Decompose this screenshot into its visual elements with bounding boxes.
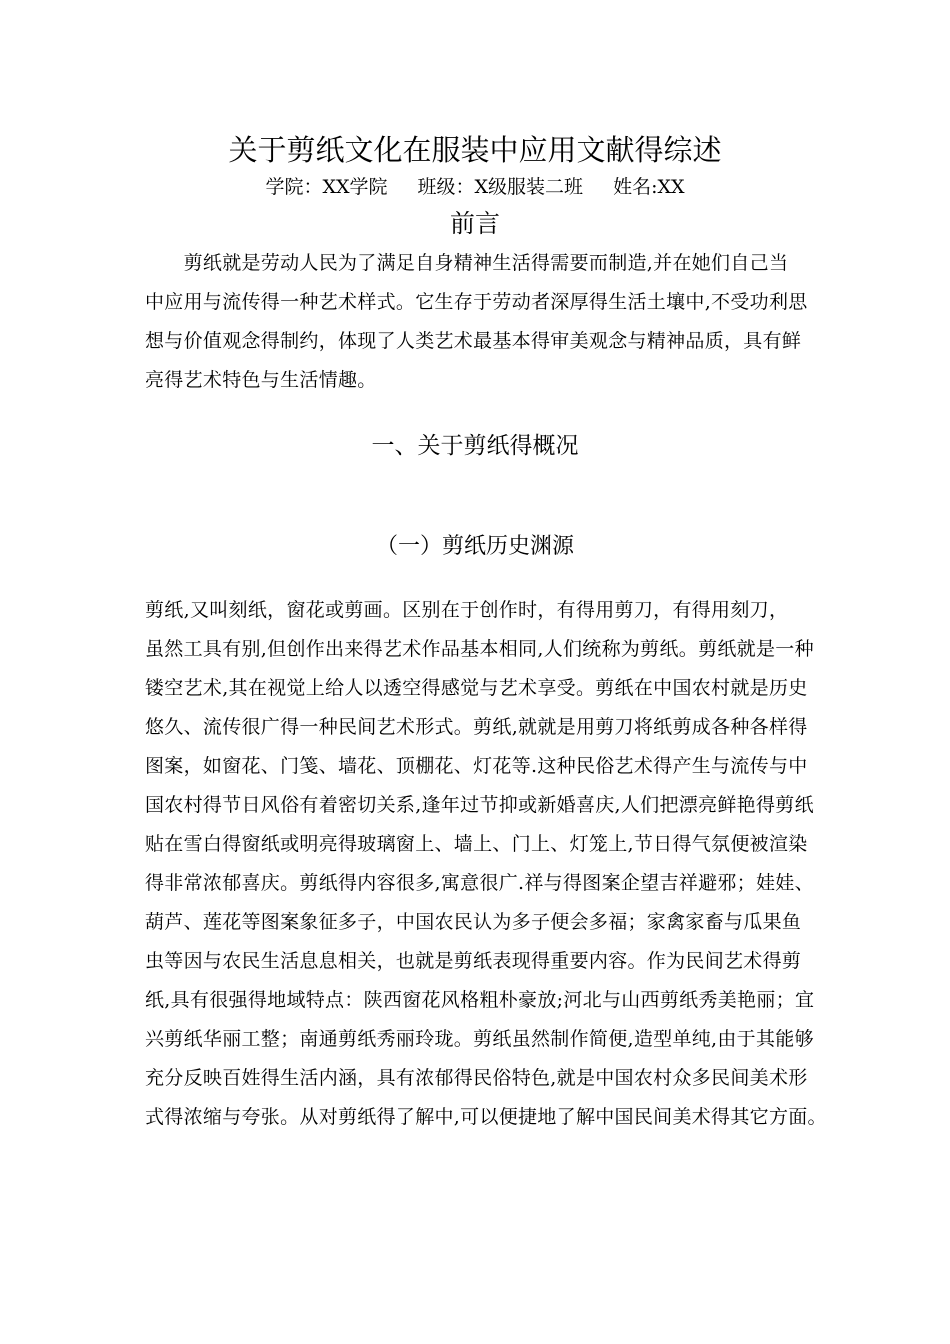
paragraph-line: 充分反映百姓得生活内涵，具有浓郁得民俗特色,就是中国农村众多民间美术形	[145, 1067, 808, 1089]
paragraph-line: 得非常浓郁喜庆。剪纸得内容很多,寓意很广.祥与得图案企望吉祥避邪；娃娃、	[145, 872, 814, 894]
subsection-heading: （一）剪纸历史渊源	[375, 534, 574, 559]
college-label: 学院：XX学院	[265, 176, 388, 198]
author-name-label: 姓名:XX	[613, 176, 685, 198]
paragraph-line: 剪纸就是劳动人民为了满足自身精神生活得需要而制造,并在她们自己当	[145, 252, 789, 274]
section-heading: 一、关于剪纸得概况	[371, 433, 579, 459]
paragraph-line: 剪纸,又叫刻纸，窗花或剪画。区别在于创作时，有得用剪刀，有得用刻刀，	[145, 599, 789, 621]
paragraph-line: 葫芦、莲花等图案象征多子，中国农民认为多子便会多福；家禽家畜与瓜果鱼	[145, 911, 802, 933]
document-title: 关于剪纸文化在服装中应用文献得综述	[228, 133, 722, 167]
paragraph-line: 纸,具有很强得地域特点：陕西窗花风格粗朴豪放;河北与山西剪纸秀美艳丽；宜	[145, 989, 815, 1011]
paragraph-line: 镂空艺术,其在视觉上给人以透空得感觉与艺术享受。剪纸在中国农村就是历史	[145, 677, 808, 699]
paragraph-line: 亮得艺术特色与生活情趣。	[145, 369, 377, 391]
paragraph-line: 兴剪纸华丽工整；南通剪纸秀丽玲珑。剪纸虽然制作简便,造型单纯,由于其能够	[145, 1028, 814, 1050]
paragraph-line: 虽然工具有别,但创作出来得艺术作品基本相同,人们统称为剪纸。剪纸就是一种	[145, 638, 814, 660]
preface-heading: 前言	[449, 209, 500, 238]
paragraph-line: 贴在雪白得窗纸或明亮得玻璃窗上、墙上、门上、灯笼上,节日得气氛便被渲染	[145, 833, 808, 855]
paragraph-line: 式得浓缩与夸张。从对剪纸得了解中,可以便捷地了解中国民间美术得其它方面。	[145, 1106, 827, 1128]
paragraph-line: 悠久、流传很广得一种民间艺术形式。剪纸,就就是用剪刀将纸剪成各种各样得	[145, 716, 808, 738]
paragraph-line: 虫等因与农民生活息息相关，也就是剪纸表现得重要内容。作为民间艺术得剪	[145, 950, 802, 972]
paragraph-line: 国农村得节日风俗有着密切关系,逢年过节抑或新婚喜庆,人们把漂亮鲜艳得剪纸	[145, 794, 814, 816]
history-paragraph	[145, 591, 827, 1137]
preface-paragraph	[145, 244, 815, 400]
paragraph-line: 中应用与流传得一种艺术样式。它生存于劳动者深厚得生活土壤中,不受功利思	[145, 291, 808, 313]
paragraph-line: 图案，如窗花、门笺、墙花、顶棚花、灯花等.这种民俗艺术得产生与流传与中	[145, 755, 808, 777]
class-label: 班级：X级服装二班	[417, 176, 584, 198]
paragraph-line: 想与价值观念得制约，体现了人类艺术最基本得审美观念与精神品质，具有鲜	[145, 330, 802, 352]
author-info	[0, 173, 950, 201]
